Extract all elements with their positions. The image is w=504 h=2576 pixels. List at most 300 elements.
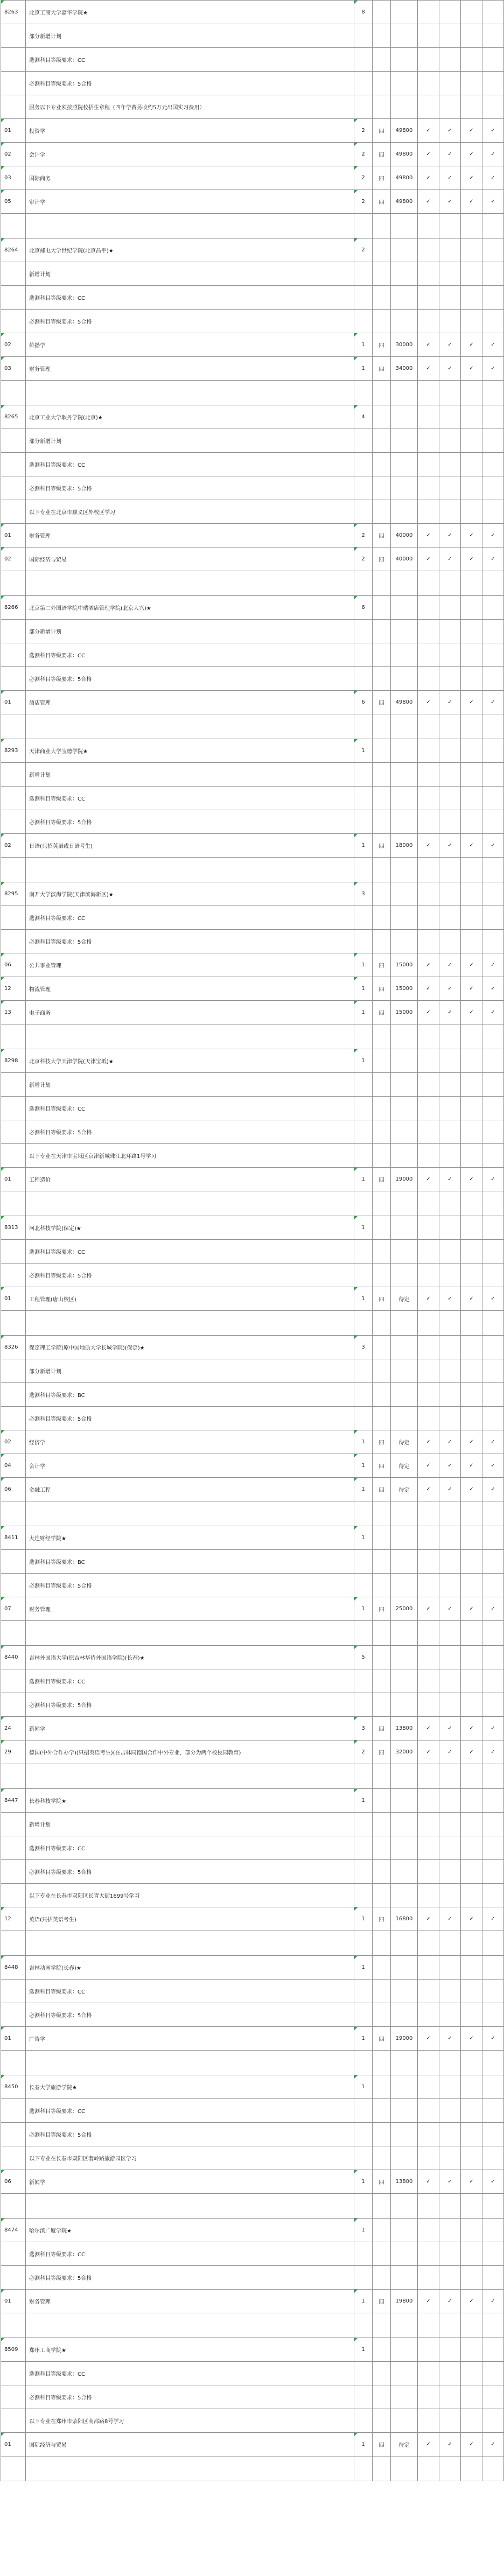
years-cell: 四 <box>373 357 391 381</box>
tuition-cell: 待定 <box>391 1287 418 1311</box>
check-cell-1 <box>418 2194 439 2219</box>
plan-count-cell <box>354 1836 373 1860</box>
check-cell-1: ✓ <box>418 2170 439 2194</box>
code-cell <box>1 2194 26 2219</box>
plan-count-cell <box>354 1813 373 1836</box>
check-cell-1 <box>418 95 439 119</box>
years-cell <box>373 1144 391 1168</box>
separator-row <box>1 571 504 596</box>
name-cell: 部分新增计划 <box>26 1359 354 1383</box>
name-cell: 北京邮电大学世纪学院(北京昌平)★ <box>26 238 354 262</box>
plan-count-cell: 1 <box>354 2170 373 2194</box>
check-cell-2 <box>439 906 461 930</box>
check-cell-3 <box>461 2242 482 2266</box>
plan-count-cell <box>354 1550 373 1574</box>
table-row <box>1 2075 504 2099</box>
name-cell <box>26 2313 354 2338</box>
admission-plan-table <box>1 0 504 2481</box>
check-cell-1 <box>418 1764 439 1789</box>
check-cell-3: ✓ <box>461 834 482 858</box>
check-cell-3 <box>461 381 482 405</box>
years-cell <box>373 763 391 787</box>
table-row <box>1 1550 504 1574</box>
name-cell <box>26 2456 354 2481</box>
check-cell-1 <box>418 1240 439 1264</box>
years-cell <box>373 1789 391 1813</box>
separator-row <box>1 1191 504 1216</box>
check-cell-3 <box>461 500 482 524</box>
check-cell-2: ✓ <box>439 143 461 166</box>
tuition-cell: 13800 <box>391 1717 418 1740</box>
code-cell <box>1 1073 26 1097</box>
check-cell-1: ✓ <box>418 2290 439 2313</box>
years-cell <box>373 72 391 95</box>
check-cell-2: ✓ <box>439 1001 461 1024</box>
years-cell: 四 <box>373 1430 391 1454</box>
check-cell-3 <box>461 930 482 953</box>
plan-count-cell <box>354 1073 373 1097</box>
code-cell <box>1 2146 26 2170</box>
check-cell-4: ✓ <box>482 953 504 977</box>
check-cell-2: ✓ <box>439 1717 461 1740</box>
tuition-cell <box>391 2409 418 2433</box>
code-cell: 8298 <box>1 1049 26 1073</box>
check-cell-4: ✓ <box>482 166 504 190</box>
check-cell-4 <box>482 429 504 453</box>
tuition-cell <box>391 643 418 667</box>
check-cell-4 <box>482 1764 504 1789</box>
plan-count-cell <box>354 2409 373 2433</box>
check-cell-4 <box>482 1789 504 1813</box>
tuition-cell: 32000 <box>391 1740 418 1764</box>
check-cell-3 <box>461 238 482 262</box>
plan-count-cell <box>354 858 373 882</box>
name-cell: 长春大学旅游学院★ <box>26 2075 354 2099</box>
years-cell <box>373 1407 391 1430</box>
check-cell-2 <box>439 763 461 787</box>
check-cell-4 <box>482 810 504 834</box>
code-cell <box>1 1264 26 1287</box>
check-cell-2 <box>439 1097 461 1120</box>
plan-count-cell <box>354 2242 373 2266</box>
plan-count-cell <box>354 286 373 310</box>
check-cell-4: ✓ <box>482 119 504 143</box>
tuition-cell <box>391 1956 418 1980</box>
years-cell: 四 <box>373 2170 391 2194</box>
name-cell: 选测科目等级要求：CC <box>26 643 354 667</box>
plan-count-cell <box>354 1383 373 1407</box>
table-row <box>1 1836 504 1860</box>
check-cell-1: ✓ <box>418 357 439 381</box>
check-cell-4 <box>482 1216 504 1240</box>
code-cell <box>1 214 26 238</box>
plan-count-cell: 2 <box>354 524 373 548</box>
name-cell: 金融工程 <box>26 1478 354 1501</box>
tuition-cell <box>391 1693 418 1717</box>
check-cell-4: ✓ <box>482 977 504 1001</box>
years-cell: 四 <box>373 2290 391 2313</box>
code-cell <box>1 2099 26 2123</box>
plan-count-cell: 1 <box>354 1956 373 1980</box>
check-cell-3: ✓ <box>461 1478 482 1501</box>
code-cell: 29 <box>1 1740 26 1764</box>
check-cell-4 <box>482 763 504 787</box>
check-cell-1 <box>418 643 439 667</box>
check-cell-3 <box>461 1 482 24</box>
name-cell: 必测科目等级要求：5合格 <box>26 2003 354 2027</box>
check-cell-1 <box>418 2146 439 2170</box>
code-cell <box>1 1144 26 1168</box>
code-cell <box>1 381 26 405</box>
plan-count-cell: 1 <box>354 2219 373 2242</box>
name-cell: 工程管理(唐山校区) <box>26 1287 354 1311</box>
years-cell <box>373 1574 391 1597</box>
plan-count-cell <box>354 2003 373 2027</box>
check-cell-1 <box>418 1693 439 1717</box>
check-cell-3 <box>461 1383 482 1407</box>
years-cell: 四 <box>373 2027 391 2051</box>
tuition-cell <box>391 2051 418 2075</box>
check-cell-1 <box>418 1669 439 1693</box>
check-cell-1 <box>418 476 439 500</box>
plan-count-cell <box>354 2313 373 2338</box>
name-cell <box>26 381 354 405</box>
years-cell <box>373 24 391 48</box>
tuition-cell: 49800 <box>391 143 418 166</box>
years-cell <box>373 238 391 262</box>
name-cell: 部分新增计划 <box>26 429 354 453</box>
check-cell-1 <box>418 2338 439 2362</box>
check-cell-4 <box>482 1097 504 1120</box>
check-cell-2 <box>439 2409 461 2433</box>
check-cell-1 <box>418 1526 439 1550</box>
plan-count-cell <box>354 2456 373 2481</box>
plan-count-cell <box>354 1311 373 1336</box>
check-cell-3: ✓ <box>461 166 482 190</box>
tuition-cell <box>391 1836 418 1860</box>
table-row <box>1 1789 504 1813</box>
tuition-cell <box>391 2194 418 2219</box>
years-cell <box>373 1240 391 1264</box>
plan-count-cell: 1 <box>354 2338 373 2362</box>
years-cell <box>373 1 391 24</box>
tuition-cell <box>391 1 418 24</box>
table-row <box>1 2099 504 2123</box>
tuition-cell: 49800 <box>391 119 418 143</box>
check-cell-3 <box>461 2338 482 2362</box>
plan-count-cell: 3 <box>354 1336 373 1359</box>
separator-row <box>1 2194 504 2219</box>
tuition-cell: 19000 <box>391 1168 418 1191</box>
check-cell-1: ✓ <box>418 1478 439 1501</box>
check-cell-1 <box>418 2385 439 2409</box>
check-cell-3 <box>461 2051 482 2075</box>
check-cell-1 <box>418 1097 439 1120</box>
plan-count-cell: 1 <box>354 1001 373 1024</box>
check-cell-3 <box>461 643 482 667</box>
tuition-cell: 19800 <box>391 2290 418 2313</box>
plan-count-cell <box>354 1669 373 1693</box>
check-cell-2 <box>439 1646 461 1669</box>
tuition-cell <box>391 453 418 476</box>
code-cell: 8509 <box>1 2338 26 2362</box>
check-cell-4: ✓ <box>482 2170 504 2194</box>
code-cell: 01 <box>1 119 26 143</box>
name-cell: 财务管理 <box>26 2290 354 2313</box>
tuition-cell: 40000 <box>391 524 418 548</box>
table-row <box>1 1097 504 1120</box>
tuition-cell: 25000 <box>391 1597 418 1621</box>
plan-count-cell <box>354 1501 373 1526</box>
code-cell <box>1 1884 26 1907</box>
check-cell-4: ✓ <box>482 1454 504 1478</box>
check-cell-4 <box>482 286 504 310</box>
plan-count-cell: 1 <box>354 2075 373 2099</box>
check-cell-4 <box>482 1813 504 1836</box>
check-cell-4 <box>482 2385 504 2409</box>
check-cell-3 <box>461 1860 482 1884</box>
plan-count-cell: 1 <box>354 739 373 763</box>
check-cell-4 <box>482 930 504 953</box>
check-cell-2 <box>439 2123 461 2146</box>
check-cell-3 <box>461 620 482 643</box>
name-cell: 选测科目等级要求：CC <box>26 453 354 476</box>
check-cell-4 <box>482 882 504 906</box>
check-cell-2 <box>439 810 461 834</box>
table-row <box>1 810 504 834</box>
plan-count-cell <box>354 72 373 95</box>
name-cell: 北京工商大学嘉华学院★ <box>26 1 354 24</box>
tuition-cell <box>391 1216 418 1240</box>
code-cell: 06 <box>1 1478 26 1501</box>
check-cell-1 <box>418 930 439 953</box>
plan-count-cell: 1 <box>354 834 373 858</box>
table-row <box>1 953 504 977</box>
check-cell-4 <box>482 1931 504 1956</box>
check-cell-3 <box>461 2313 482 2338</box>
check-cell-1 <box>418 906 439 930</box>
plan-count-cell <box>354 2146 373 2170</box>
check-cell-3 <box>461 763 482 787</box>
check-cell-2: ✓ <box>439 2433 461 2456</box>
check-cell-3 <box>461 596 482 620</box>
plan-count-cell: 1 <box>354 1478 373 1501</box>
code-cell <box>1 667 26 691</box>
table-row <box>1 2146 504 2170</box>
check-cell-3 <box>461 1311 482 1336</box>
table-row <box>1 2027 504 2051</box>
check-cell-4 <box>482 2146 504 2170</box>
check-cell-4 <box>482 1 504 24</box>
tuition-cell <box>391 24 418 48</box>
check-cell-3 <box>461 1526 482 1550</box>
check-cell-1 <box>418 620 439 643</box>
table-row <box>1 429 504 453</box>
tuition-cell: 待定 <box>391 2433 418 2456</box>
name-cell: 选测科目等级要求：CC <box>26 2362 354 2385</box>
years-cell: 四 <box>373 691 391 714</box>
code-cell: 01 <box>1 1168 26 1191</box>
code-cell <box>1 1501 26 1526</box>
years-cell <box>373 2146 391 2170</box>
check-cell-4 <box>482 1501 504 1526</box>
name-cell: 选测科目等级要求：CC <box>26 286 354 310</box>
code-cell <box>1 571 26 596</box>
code-cell: 8411 <box>1 1526 26 1550</box>
tuition-cell: 15000 <box>391 977 418 1001</box>
check-cell-1: ✓ <box>418 143 439 166</box>
name-cell <box>26 1931 354 1956</box>
tuition-cell: 34000 <box>391 357 418 381</box>
name-cell: 必测科目等级要求：5合格 <box>26 1120 354 1144</box>
code-cell <box>1 1120 26 1144</box>
name-cell: 财务管理 <box>26 1597 354 1621</box>
check-cell-1: ✓ <box>418 2433 439 2456</box>
check-cell-2 <box>439 1049 461 1073</box>
check-cell-1 <box>418 500 439 524</box>
code-cell: 01 <box>1 524 26 548</box>
check-cell-1: ✓ <box>418 119 439 143</box>
check-cell-2 <box>439 476 461 500</box>
check-cell-1 <box>418 1789 439 1813</box>
check-cell-4 <box>482 2051 504 2075</box>
check-cell-4 <box>482 95 504 119</box>
check-cell-1 <box>418 453 439 476</box>
years-cell <box>373 1836 391 1860</box>
years-cell <box>373 643 391 667</box>
check-cell-2 <box>439 2003 461 2027</box>
check-cell-4 <box>482 1669 504 1693</box>
years-cell <box>373 2051 391 2075</box>
check-cell-2 <box>439 596 461 620</box>
tuition-cell <box>391 787 418 810</box>
plan-count-cell: 1 <box>354 1526 373 1550</box>
check-cell-4: ✓ <box>482 548 504 571</box>
years-cell <box>373 882 391 906</box>
check-cell-1 <box>418 1336 439 1359</box>
code-cell <box>1 2409 26 2433</box>
tuition-cell: 待定 <box>391 1478 418 1501</box>
code-cell <box>1 2123 26 2146</box>
check-cell-3 <box>461 1191 482 1216</box>
check-cell-2 <box>439 1884 461 1907</box>
years-cell <box>373 1693 391 1717</box>
tuition-cell <box>391 2242 418 2266</box>
check-cell-4 <box>482 500 504 524</box>
check-cell-2 <box>439 1240 461 1264</box>
tuition-cell <box>391 2123 418 2146</box>
table-row <box>1 1574 504 1597</box>
check-cell-2 <box>439 1836 461 1860</box>
plan-count-cell <box>354 1407 373 1430</box>
years-cell <box>373 2219 391 2242</box>
plan-count-cell: 1 <box>354 1287 373 1311</box>
check-cell-4 <box>482 1980 504 2003</box>
name-cell: 选测科目等级要求：CC <box>26 1240 354 1264</box>
name-cell: 必测科目等级要求：5合格 <box>26 810 354 834</box>
code-cell: 05 <box>1 190 26 214</box>
tuition-cell <box>391 1931 418 1956</box>
tuition-cell <box>391 2003 418 2027</box>
check-cell-1 <box>418 1813 439 1836</box>
name-cell: 必测科目等级要求：5合格 <box>26 1407 354 1430</box>
check-cell-3 <box>461 405 482 429</box>
check-cell-1: ✓ <box>418 1717 439 1740</box>
name-cell: 吉林外国语大学(原吉林华侨外国语学院)(长春)★ <box>26 1646 354 1669</box>
plan-count-cell <box>354 1097 373 1120</box>
plan-count-cell <box>354 1621 373 1646</box>
check-cell-3 <box>461 2409 482 2433</box>
check-cell-1 <box>418 2456 439 2481</box>
years-cell: 四 <box>373 548 391 571</box>
tuition-cell <box>391 1240 418 1264</box>
name-cell: 必测科目等级要求：5合格 <box>26 310 354 333</box>
code-cell: 8263 <box>1 1 26 24</box>
tuition-cell: 16800 <box>391 1907 418 1931</box>
check-cell-2 <box>439 571 461 596</box>
plan-count-cell <box>354 381 373 405</box>
check-cell-3 <box>461 906 482 930</box>
plan-count-cell: 1 <box>354 1049 373 1073</box>
code-cell <box>1 1383 26 1407</box>
plan-count-cell <box>354 262 373 286</box>
years-cell <box>373 286 391 310</box>
check-cell-1: ✓ <box>418 548 439 571</box>
plan-count-cell <box>354 930 373 953</box>
name-cell: 必测科目等级要求：5合格 <box>26 930 354 953</box>
check-cell-3 <box>461 667 482 691</box>
table-row <box>1 1956 504 1980</box>
years-cell <box>373 2075 391 2099</box>
plan-count-cell <box>354 1764 373 1789</box>
years-cell: 四 <box>373 977 391 1001</box>
years-cell <box>373 381 391 405</box>
check-cell-2 <box>439 1956 461 1980</box>
table-row <box>1 1216 504 1240</box>
check-cell-1: ✓ <box>418 1168 439 1191</box>
years-cell <box>373 858 391 882</box>
check-cell-2: ✓ <box>439 1287 461 1311</box>
check-cell-2 <box>439 405 461 429</box>
check-cell-4: ✓ <box>482 1287 504 1311</box>
name-cell <box>26 1621 354 1646</box>
check-cell-2 <box>439 1073 461 1097</box>
years-cell <box>373 810 391 834</box>
plan-count-cell <box>354 1120 373 1144</box>
table-row <box>1 24 504 48</box>
tuition-cell: 待定 <box>391 1454 418 1478</box>
code-cell <box>1 2003 26 2027</box>
years-cell <box>373 2313 391 2338</box>
code-cell: 8450 <box>1 2075 26 2099</box>
plan-count-cell <box>354 810 373 834</box>
name-cell: 选测科目等级要求：BC <box>26 1383 354 1407</box>
check-cell-4 <box>482 2409 504 2433</box>
tuition-cell <box>391 1120 418 1144</box>
code-cell: 01 <box>1 2027 26 2051</box>
check-cell-3 <box>461 571 482 596</box>
table-row <box>1 1907 504 1931</box>
name-cell: 保定理工学院(原中国地质大学长城学院)(保定)★ <box>26 1336 354 1359</box>
separator-row <box>1 1931 504 1956</box>
code-cell <box>1 1764 26 1789</box>
check-cell-1: ✓ <box>418 2027 439 2051</box>
check-cell-3 <box>461 1264 482 1287</box>
check-cell-2: ✓ <box>439 333 461 357</box>
code-cell <box>1 2242 26 2266</box>
check-cell-2 <box>439 1980 461 2003</box>
name-cell: 必测科目等级要求：5合格 <box>26 1860 354 1884</box>
